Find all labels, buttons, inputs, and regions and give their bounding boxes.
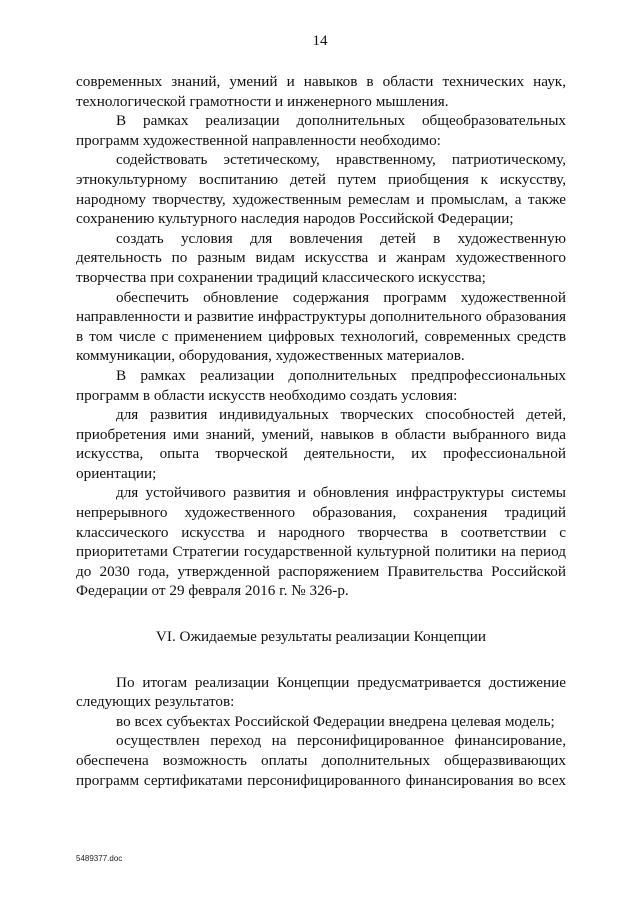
paragraph: во всех субъектах Российской Федерации внедрена целевая модель; xyxy=(116,712,555,730)
paragraph: современных знаний, умений и навыков в области технических наук, технологической грамотности и инженерного мышления. xyxy=(76,73,566,110)
footer-filename: 5489377.doc xyxy=(76,854,123,863)
page-number: 14 xyxy=(312,33,328,49)
document-body xyxy=(76,72,566,790)
paragraph: По итогам реализации Концепции предусматривается достижение следующих результатов: xyxy=(76,673,566,711)
paragraph: осуществлен переход на персонифицированное финансирование, обеспечена возможность оплаты дополнительных общеразвивающих программ сертификатами персонифицированного финансирования во всех xyxy=(76,732,566,789)
section-1 xyxy=(76,72,566,601)
paragraph: для развития индивидуальных творческих способностей детей, приобретения ими знаний, умений, навыков в области выбранного вида искусства, опыта творческой деятельности, их профессиональной ориентации; xyxy=(76,406,566,482)
paragraph: содействовать эстетическому, нравственному, патриотическому, этнокультурному воспитанию детей путем приобщения к искусству, народному творчеству, художественным ремеслам и промыслам, а также сохранению культурного наследия народов Российской Федерации; xyxy=(76,151,566,228)
paragraph: В рамках реализации дополнительных предпрофессиональных программ в области искусств необходимо создать условия: xyxy=(76,366,566,404)
paragraph: В рамках реализации дополнительных общеобразовательных программ художественной направленности необходимо: xyxy=(76,112,566,149)
section-heading: VI. Ожидаемые результаты реализации Концепции xyxy=(155,628,487,646)
section-2 xyxy=(76,673,566,791)
paragraph: для устойчивого развития и обновления инфраструктуры системы непрерывного художественного образования, сохранения традиций классического искусства и народного творчества в соответствии с приоритетами Стратегии государственной культурной политики на период до 2030 года, утвержденной распоряжением Правительства Российской Федерации от 29 февраля 2016 г. № 326-р. xyxy=(76,484,566,600)
paragraph: обеспечить обновление содержания программ художественной направленности и развитие инфраструктуры дополнительного образования в том числе с применением цифровых технологий, современных средств коммуникации, оборудования, художественных материалов. xyxy=(76,288,566,365)
paragraph: создать условия для вовлечения детей в художественную деятельность по разным видам искусства и жанрам художественного творчества при сохранении традиций классического искусства; xyxy=(76,229,566,286)
